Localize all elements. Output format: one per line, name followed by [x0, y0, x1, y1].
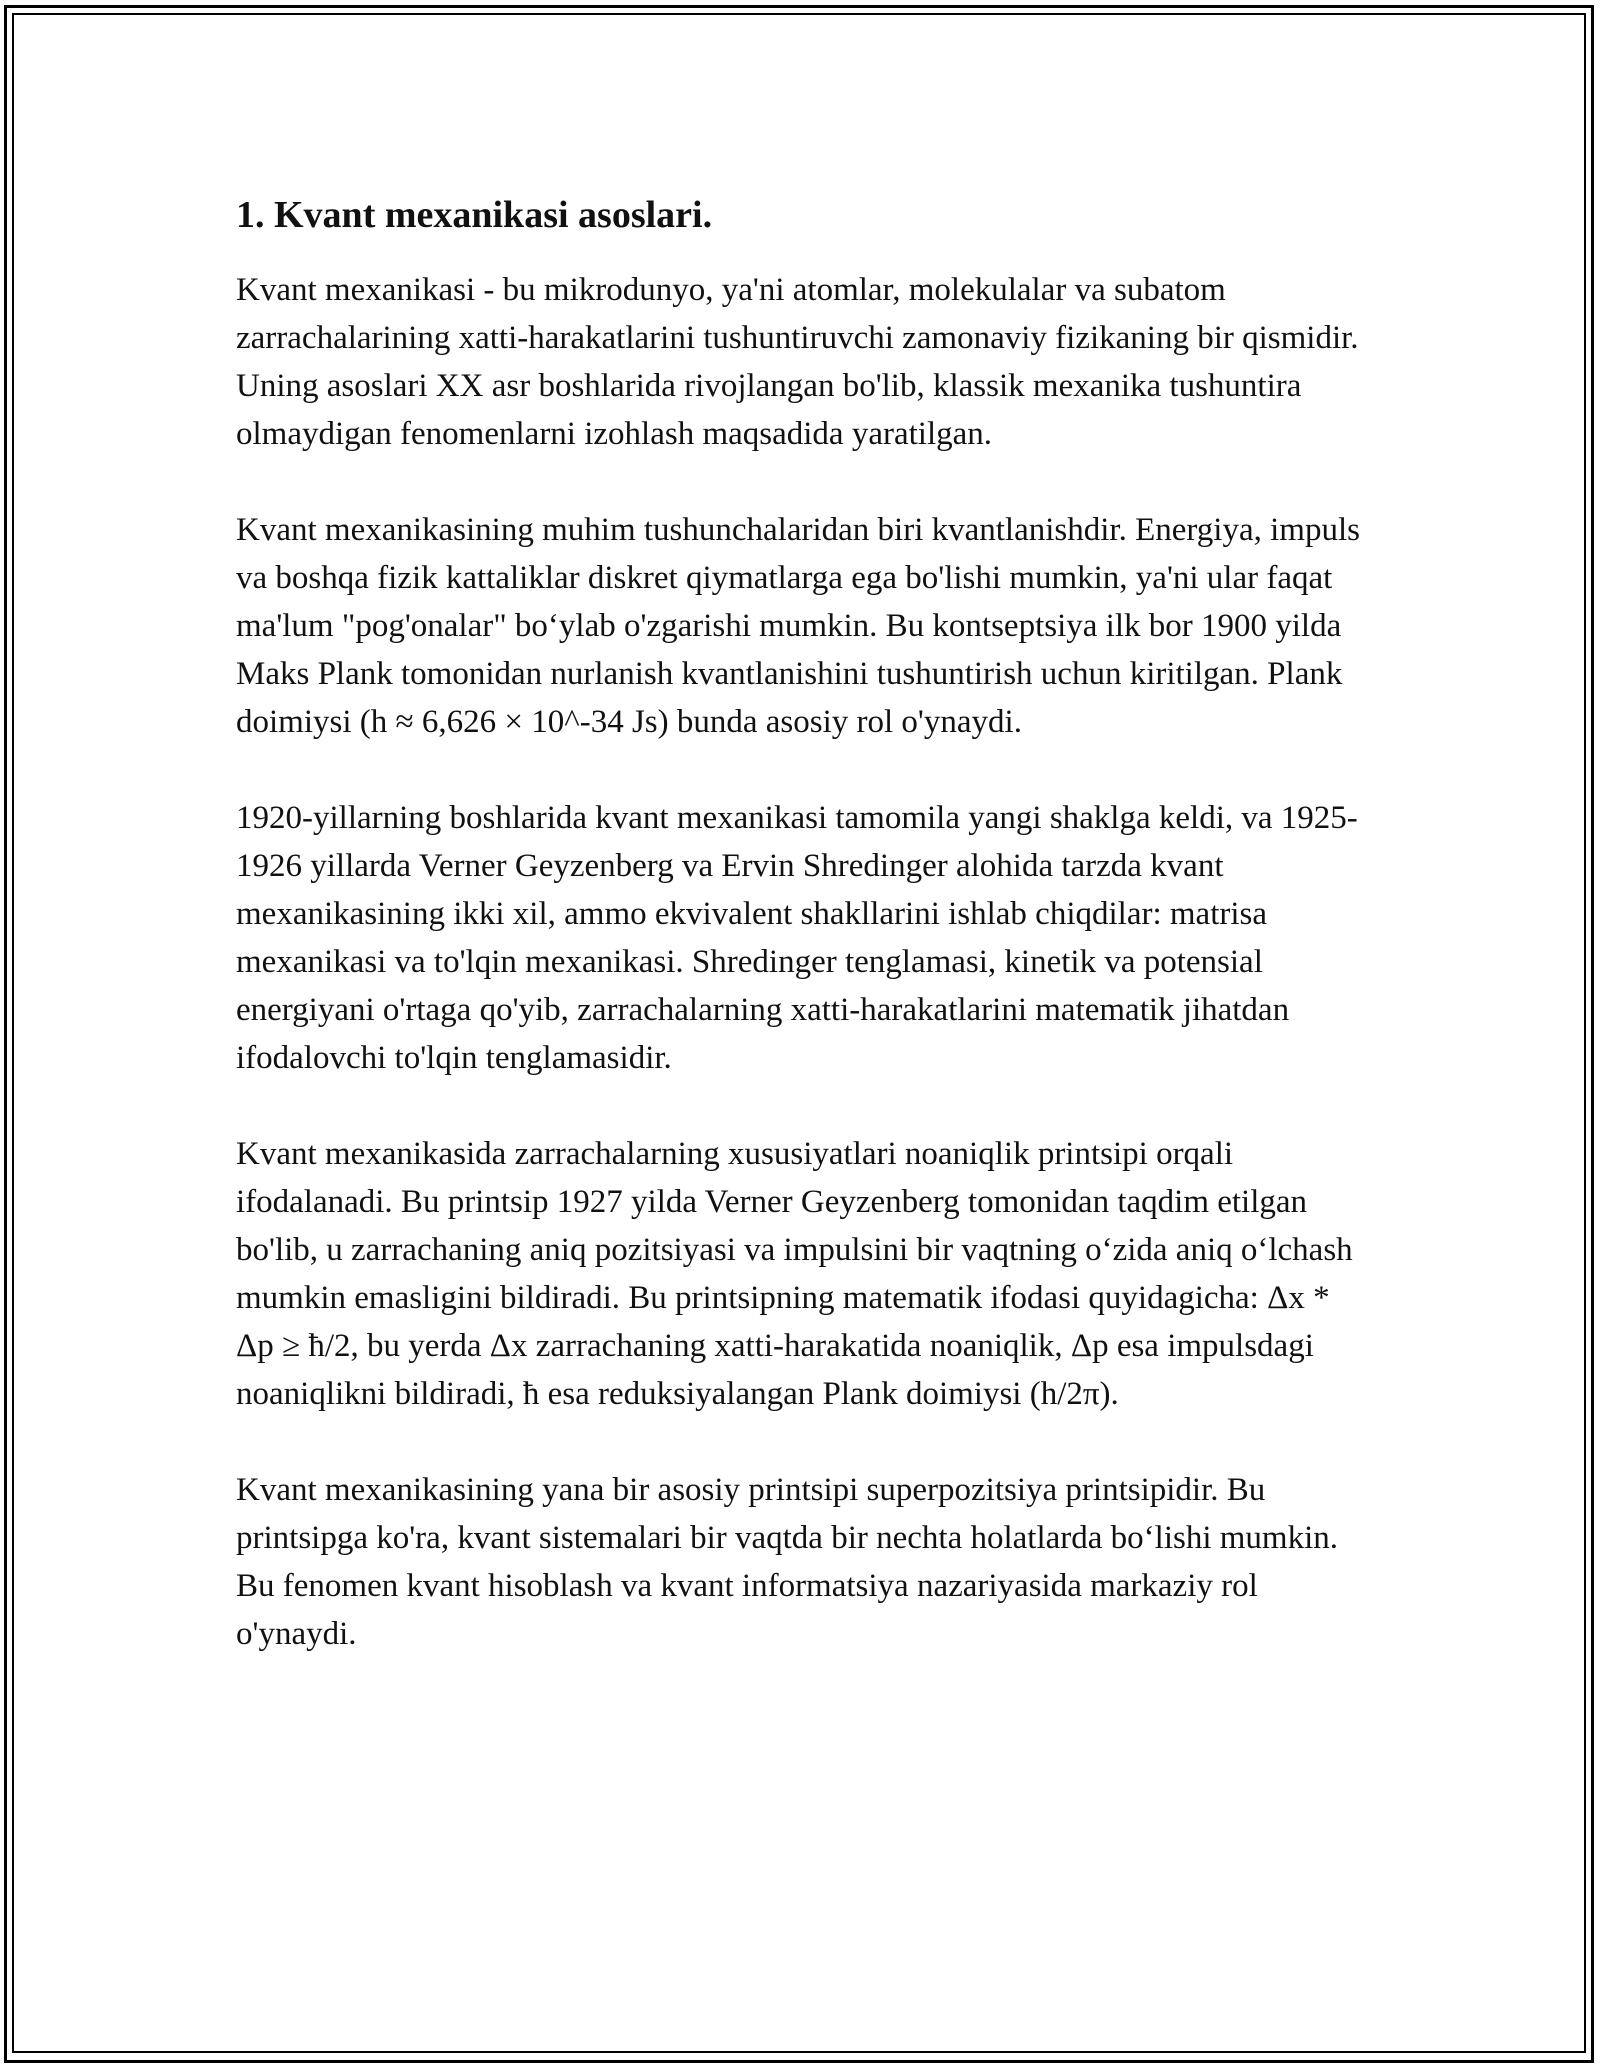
- paragraph-intro: Kvant mexanikasi - bu mikrodunyo, ya'ni atomlar, molekulalar va subatom zarrachalarining xatti-harakatlarini tushuntiruvchi zamonaviy fizikaning bir qismidir. Uning asoslari XX asr boshlarida rivojlangan bo'lib, klassik mexanika tushuntira olmaydigan fenomenlarni izohlash maqsadida yaratilgan.: [236, 272, 1359, 452]
- paragraph-superposition: Kvant mexanikasining yana bir asosiy printsipi superpozitsiya printsipidir. Bu printsipga ko'ra, kvant sistemalari bir vaqtda bir nechta holatlarda boʻlishi mumkin. Bu fenomen kvant hisoblash va kvant informatsiya nazariyasida markaziy rol o'ynaydi.: [236, 1472, 1339, 1652]
- paragraph-quantization: Kvant mexanikasining muhim tushunchalaridan biri kvantlanishdir. Energiya, impuls va boshqa fizik kattaliklar diskret qiymatlarga ega bo'lishi mumkin, ya'ni ular faqat ma'lum "pog'onalar" boʻylab o'zgarishi mumkin. Bu kontseptsiya ilk bor 1900 yilda Maks Plank tomonidan nurlanish kvantlanishini tushuntirish uchun kiritilgan. Plank doimiysi (h ≈ 6,626 × 10^-34 Js) bunda asosiy rol o'ynaydi.: [236, 512, 1360, 740]
- document-body: [236, 184, 1366, 1706]
- paragraph-history: 1920-yillarning boshlarida kvant mexanikasi tamomila yangi shaklga keldi, va 1925-1926 yillarda Verner Geyzenberg va Ervin Shredinger alohida tarzda kvant mexanikasining ikki xil, ammo ekvivalent shakllarini ishlab chiqdilar: matrisa mexanikasi va to'lqin mexanikasi. Shredinger tenglamasi, kinetik va potensial energiyani o'rtaga qo'yib, zarrachalarning xatti-harakatlarini matematik jihatdan ifodalovchi to'lqin tenglamasidir.: [236, 800, 1358, 1076]
- paragraph-uncertainty: Kvant mexanikasida zarrachalarning xususiyatlari noaniqlik printsipi orqali ifodalanadi. Bu printsip 1927 yilda Verner Geyzenberg tomonidan taqdim etilgan bo'lib, u zarrachaning aniq pozitsiyasi va impulsini bir vaqtning oʻzida aniq oʻlchash mumkin emasligini bildiradi. Bu printsipning matematik ifodasi quyidagicha: Δx * Δp ≥ ħ/2, bu yerda Δx zarrachaning xatti-harakatida noaniqlik, Δp esa impulsdagi noaniqlikni bildiradi, ħ esa reduksiyalangan Plank doimiysi (h/2π).: [236, 1136, 1353, 1412]
- section-heading: 1. Kvant mexanikasi asoslari.: [236, 194, 713, 236]
